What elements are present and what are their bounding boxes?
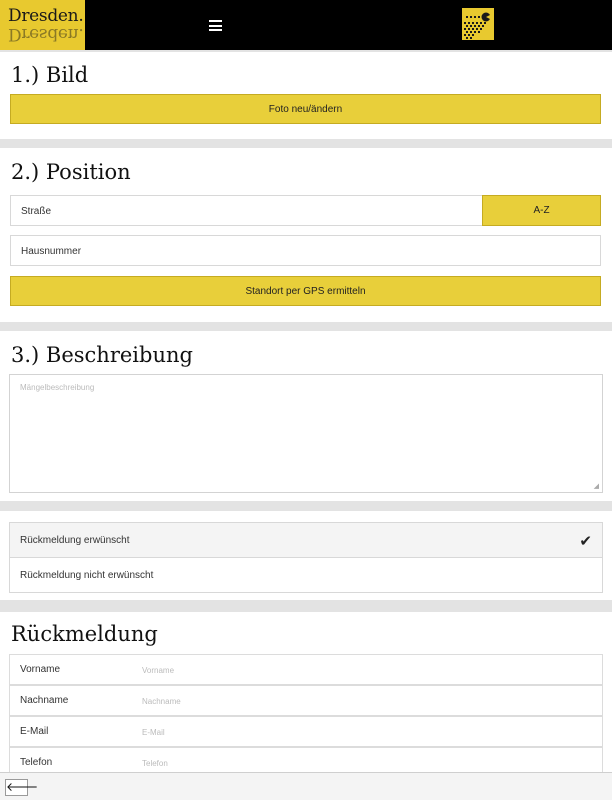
- option-feedback-wanted[interactable]: [9, 522, 603, 558]
- street-label: Straße: [21, 206, 52, 217]
- section-position: [0, 148, 612, 322]
- logo-reflection: Dresden.: [8, 24, 84, 44]
- email-row: [9, 716, 603, 747]
- heading-bild: 1.) Bild: [11, 63, 89, 87]
- photo-button[interactable]: Foto neu/ändern: [10, 94, 601, 124]
- firstname-input[interactable]: [142, 660, 582, 680]
- heading-rueckmeldung: Rückmeldung: [11, 622, 158, 646]
- description-placeholder: Mängelbeschreibung: [20, 383, 95, 392]
- resize-grip-icon[interactable]: ◢: [593, 483, 599, 490]
- section-bild: [0, 52, 612, 139]
- dresden-logo[interactable]: [0, 0, 85, 50]
- housenumber-field[interactable]: [10, 235, 601, 266]
- phone-input[interactable]: [142, 753, 582, 773]
- back-button[interactable]: [5, 779, 39, 796]
- phone-label: Telefon: [20, 757, 53, 768]
- heading-beschreibung: 3.) Beschreibung: [11, 343, 193, 367]
- lastname-label: Nachname: [20, 695, 69, 706]
- hamburger-menu-icon[interactable]: [209, 20, 222, 31]
- phone-row: [9, 747, 603, 773]
- az-button[interactable]: A-Z: [482, 195, 601, 226]
- checkmark-icon: ✔: [579, 533, 592, 550]
- lastname-row: [9, 685, 603, 716]
- heading-position: 2.) Position: [11, 160, 131, 184]
- top-bar: [0, 0, 612, 50]
- lastname-input[interactable]: [142, 691, 582, 711]
- housenumber-label: Hausnummer: [21, 246, 82, 257]
- option-label: Rückmeldung erwünscht: [20, 535, 130, 546]
- pixel-pacman-icon[interactable]: [462, 8, 494, 40]
- firstname-label: Vorname: [20, 664, 61, 675]
- gps-button[interactable]: Standort per GPS ermitteln: [10, 276, 601, 306]
- bottom-toolbar: [0, 772, 612, 800]
- option-feedback-not-wanted[interactable]: [9, 557, 603, 593]
- firstname-row: [9, 654, 603, 685]
- logo-text: Dresden.: [8, 6, 84, 26]
- email-label: E-Mail: [20, 726, 49, 737]
- option-label: Rückmeldung nicht erwünscht: [20, 570, 154, 581]
- arrow-left-icon: 🡐: [6, 780, 39, 794]
- description-textarea[interactable]: [9, 374, 603, 493]
- street-field[interactable]: [10, 195, 484, 226]
- email-input[interactable]: [142, 722, 582, 742]
